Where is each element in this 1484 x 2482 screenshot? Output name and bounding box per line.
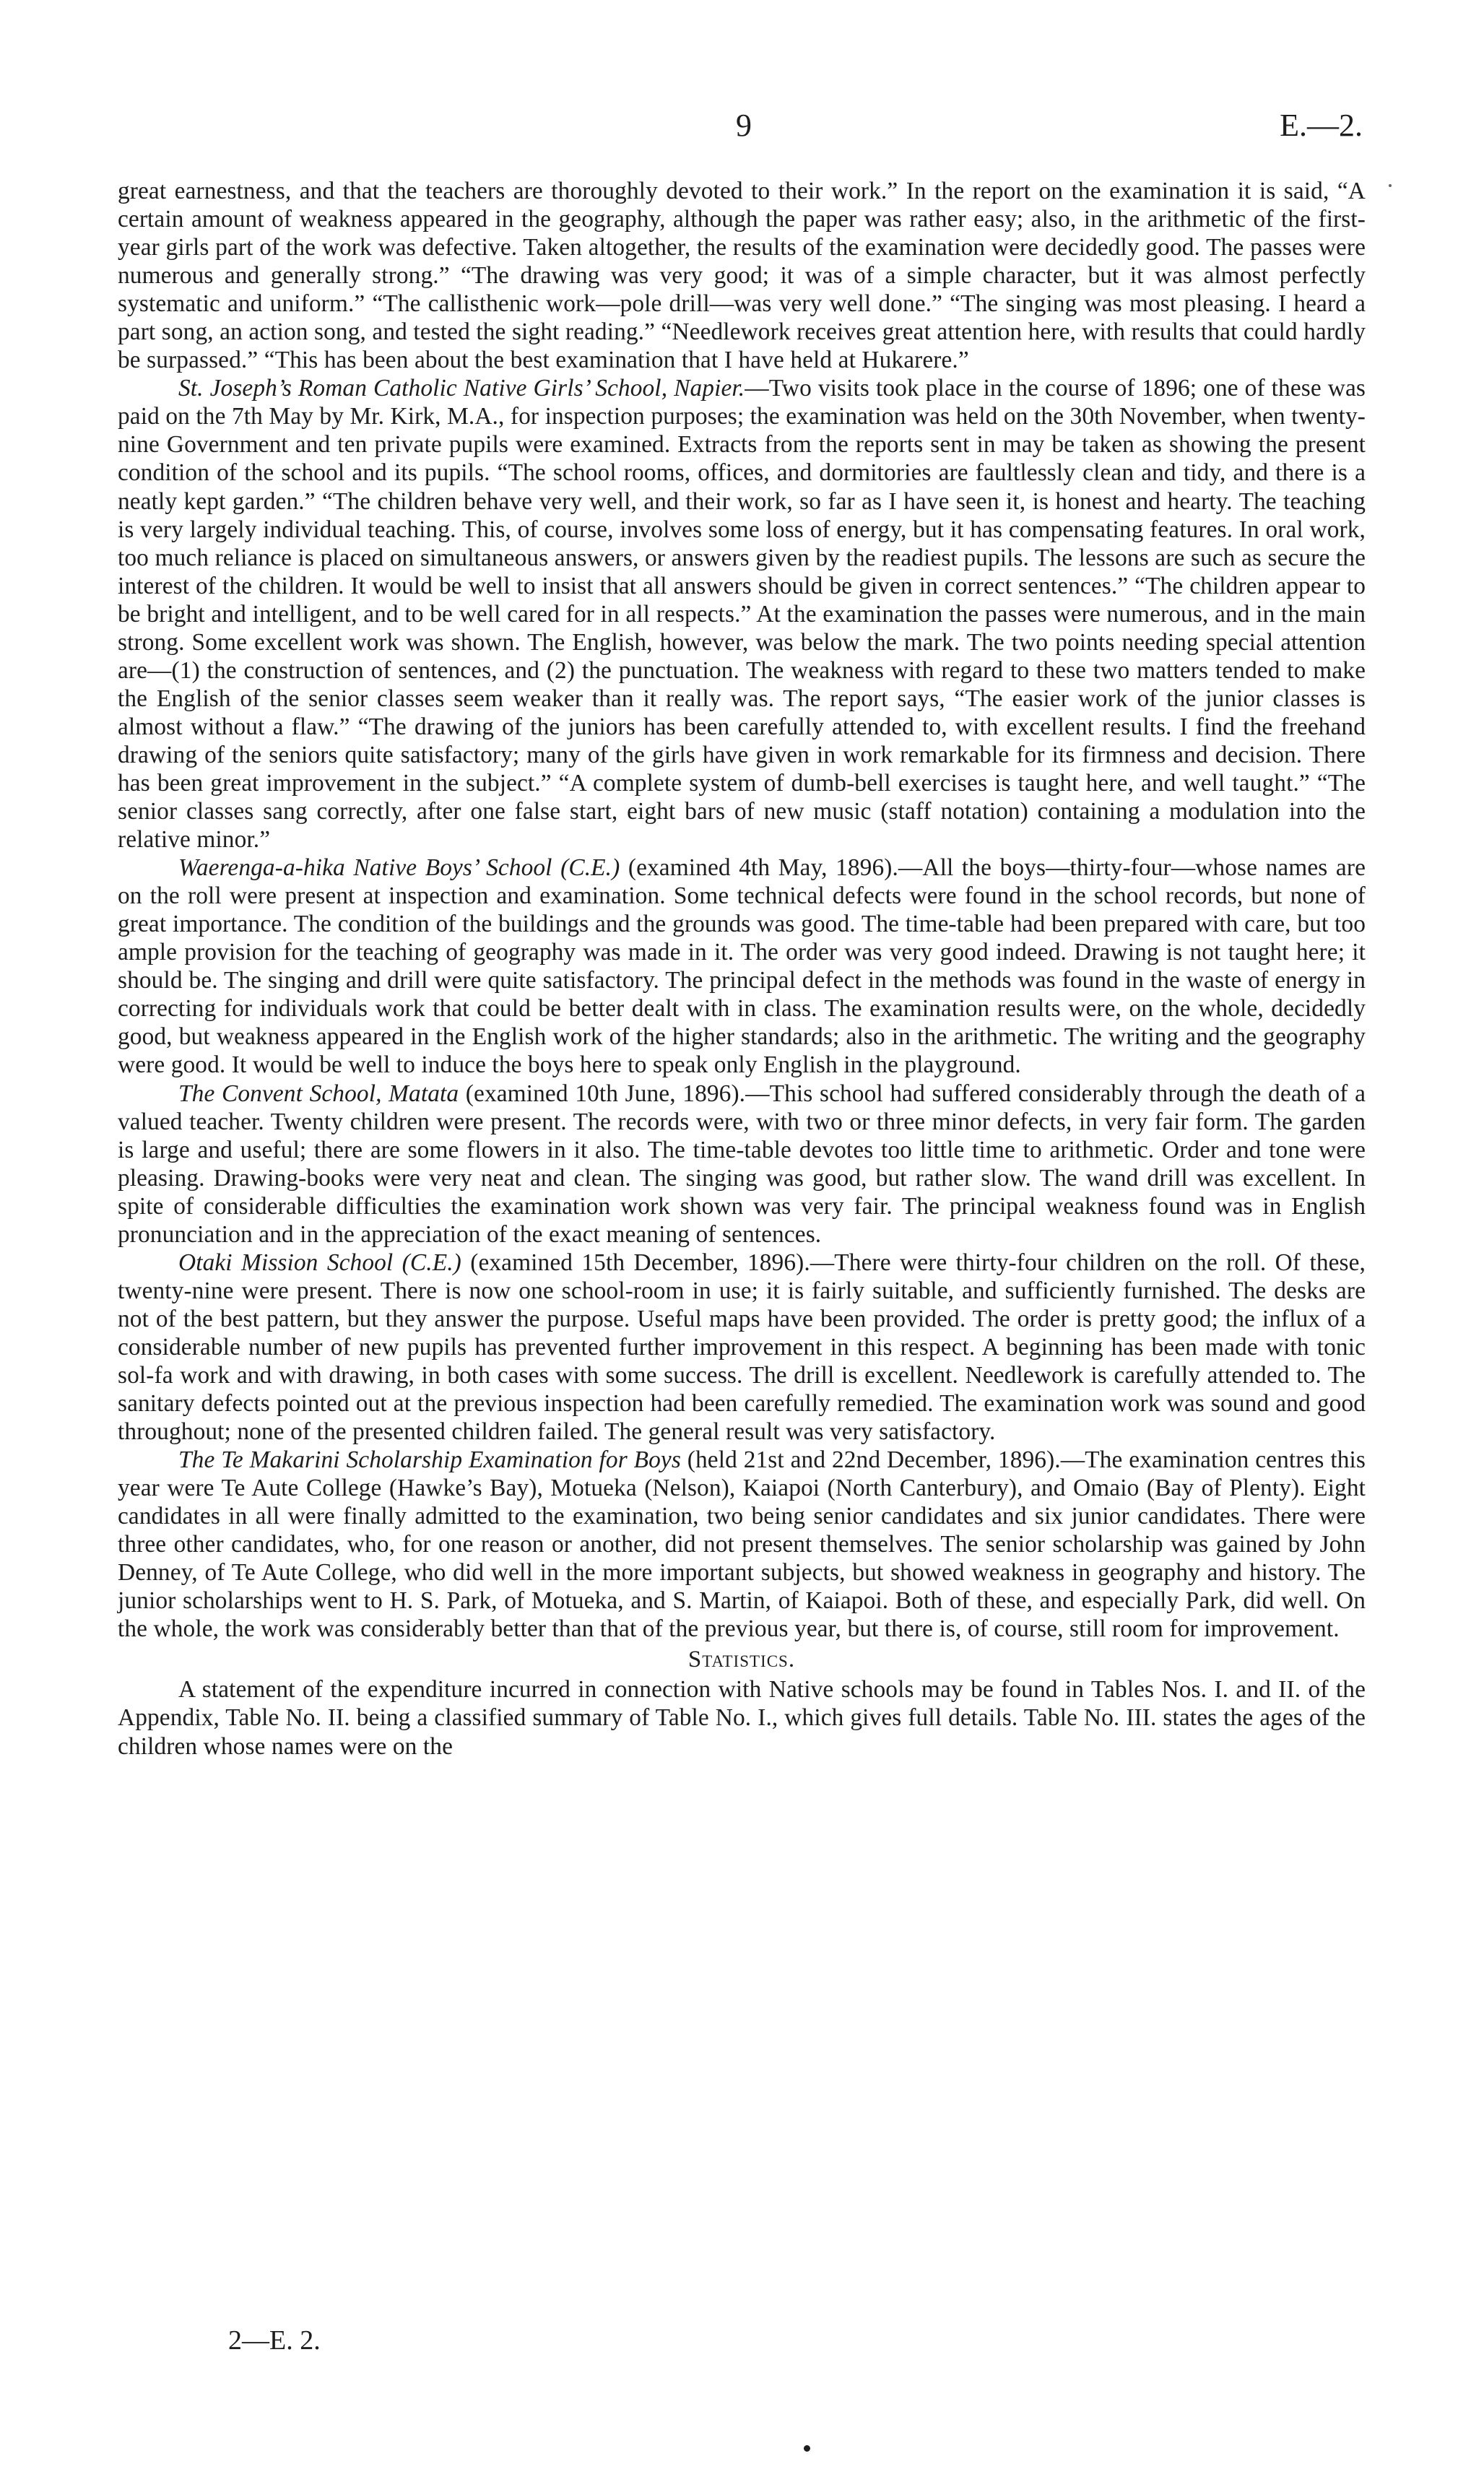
paragraph-otaki <box>118 1249 1366 1446</box>
page-number: 9 <box>736 108 752 143</box>
school-title-st-josephs: St. Joseph’s Roman Catholic Native Girls’ School, Napier. <box>178 375 745 402</box>
paragraph-st-josephs <box>118 374 1366 854</box>
margin-speck <box>1389 184 1392 187</box>
paragraph-text: (examined 4th May, 1896).—All the boys—thirty-four—whose names are on the roll were present at inspection and examination. Some technical defects were found in the school records, but none of great importance. The condition of the buildings and the grounds was good. The time-table had been prepared with care, but too ample provision for the teaching of geography was made in it. The order was very good indeed. Drawing is not taught here; it should be. The singing and drill were quite satisfactory. The principal defect in the methods was found in the waste of energy in correcting for individuals work that could be better dealt with in class. The examination results were, on the whole, decidedly good, but weakness appeared in the English work of the higher standards; also in the arithmetic. The writing and the geography were good. It would be well to induce the boys here to speak only English in the playground. <box>118 854 1366 1079</box>
school-title-convent-matata: The Convent School, Matata <box>178 1080 459 1107</box>
signature-mark: 2—E. 2. <box>228 2325 321 2356</box>
paragraph-statistics: A statement of the expenditure incurred in connection with Native schools may be found in Tables Nos. I. and II. of the Appendix, Table No. II. being a classified summary of Table No. I., which gives full details. Table No. III. states the ages of the children whose names were on the <box>118 1676 1366 1760</box>
body-text <box>118 177 1366 1761</box>
paragraph-te-makarini <box>118 1446 1366 1643</box>
paragraph-text: (held 21st and 22nd December, 1896).—The examination centres this year were Te Aute College (Hawke’s Bay), Motueka (Nelson), Kaiapoi (North Canterbury), and Omaio (Bay of Plenty). Eight candidates in all were finally admitted to the examination, two being senior candidates and six junior candidates. There were three other candidates, who, for one reason or another, did not present themselves. The senior scholarship was gained by John Denney, of Te Aute College, who did well in the more important subjects, but showed weakness in geography and history. The junior scholarships went to H. S. Park, of Motueka, and S. Martin, of Kaiapoi. Both of these, and especially Park, did well. On the whole, the work was considerably better than that of the previous year, but there is, of course, still room for improvement. <box>118 1446 1366 1643</box>
paragraph-text: —Two visits took place in the course of 1896; one of these was paid on the 7th May by Mr. Kirk, M.A., for inspection purposes; the examination was held on the 30th November, when twenty-nine Government and ten private pupils were examined. Extracts from the reports sent in may be taken as showing the present condition of the school and its pupils. “The school rooms, offices, and dormitories are faultlessly clean and tidy, and there is a neatly kept garden.” “The children behave very well, and their work, so far as I have seen it, is honest and hearty. The teaching is very largely individual teaching. This, of course, involves some loss of energy, but it has compensating features. In oral work, too much reliance is placed on simultaneous answers, or answers given by the readiest pupils. The lessons are such as secure the interest of the children. It would be well to insist that all answers should be given in correct sentences.” “The children appear to be bright and intelligent, and to be well cared for in all respects.” At the examination the passes were numerous, and in the main strong. Some excellent work was shown. The English, however, was below the mark. The two points needing special attention are—(1) the construction of sentences, and (2) the punctuation. The weakness with regard to these two matters tended to make the English of the senior classes seem weaker than it really was. The report says, “The easier work of the junior classes is almost without a flaw.” “The drawing of the juniors has been carefully attended to, with excellent results. I find the freehand drawing of the seniors quite satisfactory; many of the girls have given in work remarkable for its firmness and decision. There has been great improvement in the subject.” “A complete system of dumb-bell exercises is taught here, and well taught.” “The senior classes sang correctly, after one false start, eight bars of new music (staff notation) containing a modulation into the relative minor.” <box>118 375 1366 854</box>
report-reference: E.—2. <box>1280 108 1363 143</box>
section-heading-statistics: Statistics. <box>687 1646 796 1673</box>
paragraph-text: (examined 10th June, 1896).—This school had suffered considerably through the death of a valued teacher. Twenty children were present. The records were, with two or three minor defects, in very fair form. The garden is large and useful; there are some flowers in it also. The time-table devotes too little time to arithmetic. Order and tone were pleasing. Drawing-books were very neat and clean. The singing was good, but rather slow. The wand drill was excellent. In spite of considerable difficulties the examination work shown was very fair. The principal weakness found was in English pronunciation and in the appreciation of the exact meaning of sentences. <box>118 1080 1366 1248</box>
bottom-speck <box>804 2445 810 2452</box>
paragraph-convent-matata <box>118 1080 1366 1249</box>
school-title-waerenga-a-hika: Waerenga-a-hika Native Boys’ School (C.E.) <box>178 854 620 882</box>
exam-title-te-makarini: The Te Makarini Scholarship Examination for Boys <box>178 1446 681 1474</box>
paragraph-waerenga-a-hika <box>118 854 1366 1079</box>
paragraph-text: (examined 15th December, 1896).—There were thirty-four children on the roll. Of these, twenty-nine were present. There is now one school-room in use; it is fairly suitable, and sufficiently furnished. The desks are not of the best pattern, but they answer the purpose. Useful maps have been provided. The order is pretty good; the influx of a considerable number of new pupils has prevented further improvement in this respect. A beginning has been made with tonic sol-fa work and with drawing, in both cases with some success. The drill is excellent. Needlework is carefully attended to. The sanitary defects pointed out at the previous inspection had been carefully remedied. The examination work was sound and good throughout; none of the presented children failed. The general result was very satisfactory. <box>118 1249 1366 1446</box>
paragraph-hukarere-continued: great earnestness, and that the teachers are thoroughly devoted to their work.” In the report on the examination it is said, “A certain amount of weakness appeared in the geography, although the paper was rather easy; also, in the arithmetic of the first-year girls part of the work was defective. Taken altogether, the results of the examination were decidedly good. The passes were numerous and generally strong.” “The drawing was very good; it was of a simple character, but it was almost perfectly systematic and uniform.” “The callisthenic work—pole drill—was very well done.” “The singing was most pleasing. I heard a part song, an action song, and tested the sight reading.” “Needlework receives great attention here, with results that could hardly be surpassed.” “This has been about the best examination that I have held at Hukarere.” <box>118 178 1366 374</box>
school-title-otaki: Otaki Mission School (C.E.) <box>178 1249 461 1276</box>
